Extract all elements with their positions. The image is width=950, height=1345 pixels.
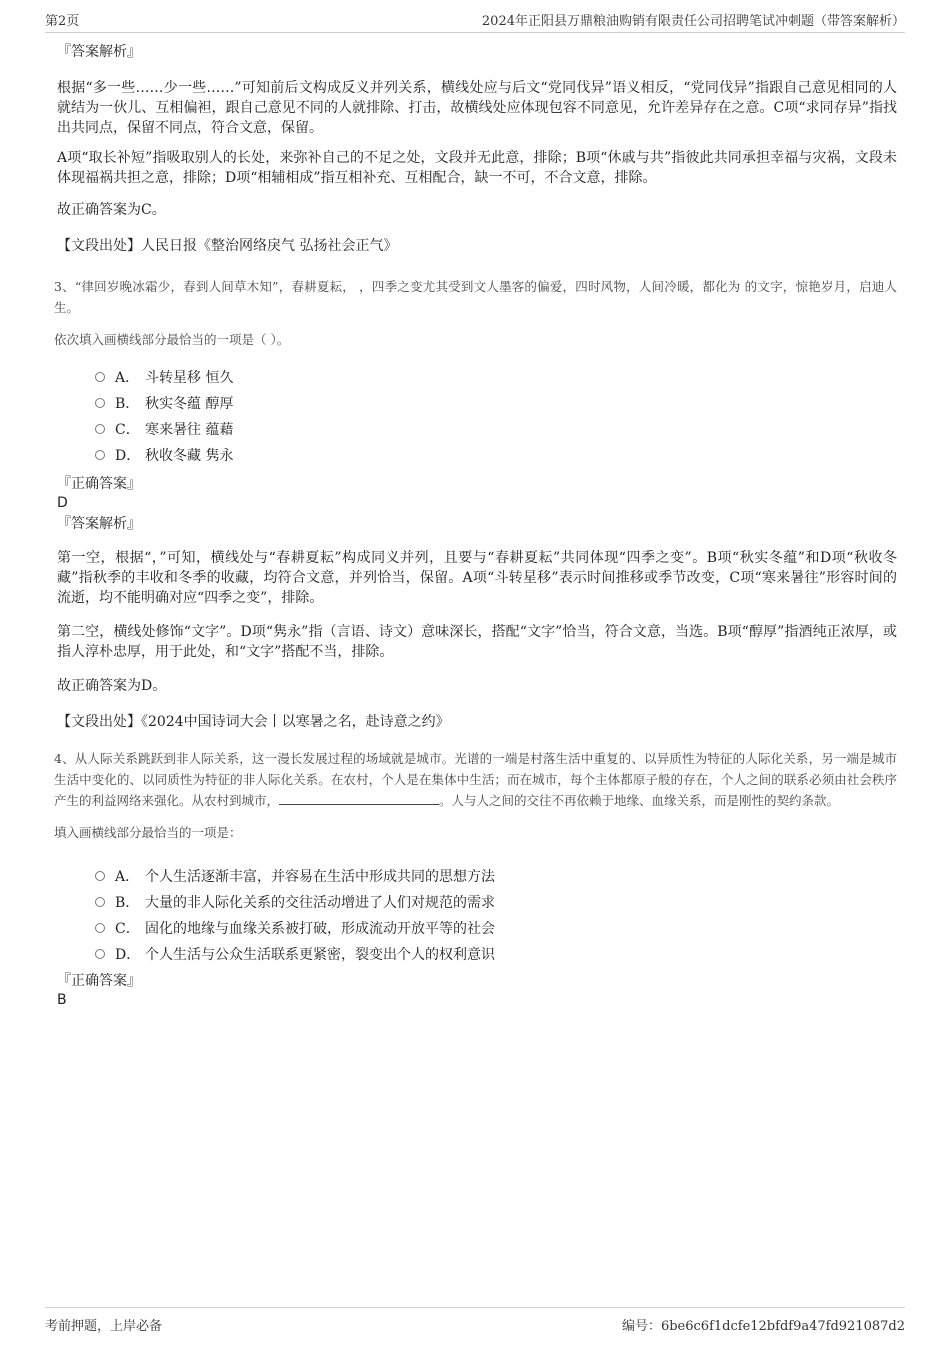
option-letter: B．	[115, 396, 140, 412]
option-text: 秋实冬蕴 醇厚	[145, 396, 234, 412]
q2-analysis-section	[57, 42, 897, 256]
question-3	[54, 276, 897, 732]
q3-prompt: 依次填入画横线部分最恰当的一项是（ ）。	[54, 332, 290, 347]
q3-option-a[interactable]	[95, 364, 897, 390]
option-letter: A．	[115, 869, 140, 885]
option-text: 固化的地缘与血缘关系被打破，形成流动开放平等的社会	[145, 921, 495, 937]
q3-option-b[interactable]	[95, 390, 897, 416]
document-title: 2024年正阳县万鼎粮油购销有限责任公司招聘笔试冲刺题（带答案解析）	[481, 14, 905, 29]
page-content	[54, 42, 897, 1009]
q3-text: 3、“律回岁晚冰霜少，春到人间草木知”，春耕夏耘， ，四季之变尤其受到文人墨客的偏爱，四时风物，人间冷暖，都化为 的文字，惊艳岁月，启迪人生。	[54, 279, 897, 315]
fill-blank	[279, 792, 439, 805]
q3-answer-label: 『正确答案』	[57, 476, 141, 492]
radio-icon[interactable]	[95, 897, 105, 907]
q4-text	[54, 748, 897, 811]
option-text: 大量的非人际化关系的交往活动增进了人们对规范的需求	[145, 895, 495, 911]
radio-icon[interactable]	[95, 372, 105, 382]
q4-prompt: 填入画横线部分最恰当的一项是：	[54, 825, 242, 840]
option-letter: D．	[115, 448, 141, 464]
q4-answer: B	[57, 992, 67, 1008]
q4-options	[95, 863, 897, 967]
q3-options	[95, 364, 897, 468]
q4-answer-label: 『正确答案』	[57, 973, 141, 989]
q4-option-a[interactable]	[95, 863, 897, 889]
option-letter: D．	[115, 947, 141, 963]
page-header	[45, 10, 905, 33]
option-letter: B．	[115, 895, 140, 911]
q2-analysis-paragraph-2: A项“取长补短”指吸取别人的长处，来弥补自己的不足之处，文段并无此意，排除；B项“休戚与共”指彼此共同承担幸福与灾祸，文段未体现福祸共担之意，排除；D项“相辅相成”指互相补充、互相配合，缺一不可，不合文意，排除。	[57, 150, 897, 186]
footer-slogan: 考前押题，上岸必备	[45, 1319, 163, 1334]
q3-option-d[interactable]	[95, 442, 897, 468]
q2-analysis-label: 『答案解析』	[57, 44, 141, 60]
q2-analysis-paragraph-1: 根据“多一些……少一些……”可知前后文构成反义并列关系，横线处应与后文“党同伐异”语义相反，“党同伐异”指跟自己意见相同的人就结为一伙儿、互相偏袒，跟自己意见不同的人就排除、打击，故横线处应体现包容不同意见，允许差异存在之意。C项“求同存异”指找出共同点，保留不同点，符合文意，保留。	[57, 80, 897, 136]
q4-option-d[interactable]	[95, 941, 897, 967]
radio-icon[interactable]	[95, 949, 105, 959]
q4-option-b[interactable]	[95, 889, 897, 915]
radio-icon[interactable]	[95, 923, 105, 933]
radio-icon[interactable]	[95, 450, 105, 460]
radio-icon[interactable]	[95, 398, 105, 408]
q3-option-c[interactable]	[95, 416, 897, 442]
option-text: 斗转星移 恒久	[145, 370, 234, 386]
q4-text-after: 。人与人之间的交往不再依赖于地缘、血缘关系，而是刚性的契约条款。	[439, 793, 840, 808]
radio-icon[interactable]	[95, 871, 105, 881]
q3-source: 【文段出处】《2024中国诗词大会丨以寒暑之名，赴诗意之约》	[57, 714, 450, 730]
q3-analysis-paragraph-2: 第二空，横线处修饰“文字”。D项“隽永”指（言语、诗文）意味深长，搭配“文字”恰当，符合文意，当选。B项“醇厚”指酒纯正浓厚，或指人淳朴忠厚，用于此处，和“文字”搭配不当，排除。	[57, 624, 897, 660]
question-4	[54, 748, 897, 1009]
q3-conclusion: 故正确答案为D。	[57, 678, 167, 694]
option-letter: A．	[115, 370, 140, 386]
page-footer	[45, 1307, 905, 1334]
q3-answer: D	[57, 495, 68, 511]
q2-source: 【文段出处】人民日报《整治网络戾气 弘扬社会正气》	[57, 238, 398, 254]
radio-icon[interactable]	[95, 424, 105, 434]
q3-analysis-paragraph-1: 第一空，根据“，”可知，横线处与“春耕夏耘”构成同义并列，且要与“春耕夏耘”共同体现“四季之变”。B项“秋实冬蕴”和D项“秋收冬藏”指秋季的丰收和冬季的收藏，均符合文意，并列恰当，保留。A项“斗转星移”表示时间推移或季节改变，C项“寒来暑往”形容时间的流逝，均不能明确对应“四季之变”，排除。	[57, 550, 897, 606]
option-text: 个人生活逐渐丰富，并容易在生活中形成共同的思想方法	[145, 869, 495, 885]
q4-option-c[interactable]	[95, 915, 897, 941]
page-number: 第2页	[45, 14, 80, 29]
option-text: 寒来暑往 蕴藉	[145, 422, 234, 438]
q2-conclusion: 故正确答案为C。	[57, 202, 166, 218]
option-text: 秋收冬藏 隽永	[145, 448, 234, 464]
option-letter: C．	[115, 422, 140, 438]
document-id: 编号：6be6c6f1dcfe12bfdf9a47fd921087d2	[621, 1319, 905, 1334]
q4-text-before: 4、从人际关系跳跃到非人际关系，这一漫长发展过程的场域就是城市。光谱的一端是村落生活中重复的、以异质性为特征的人际化关系，另一端是城市生活中变化的、以同质性为特征的非人际化关系。在农村，个人是在集体中生活；而在城市，每个主体都原子般的存在，个人之间的联系必须由社会秩序产生的利益网络来强化。从农村到城市，	[54, 751, 897, 808]
q3-analysis-label: 『答案解析』	[57, 516, 141, 532]
option-letter: C．	[115, 921, 140, 937]
option-text: 个人生活与公众生活联系更紧密，裂变出个人的权利意识	[145, 947, 495, 963]
